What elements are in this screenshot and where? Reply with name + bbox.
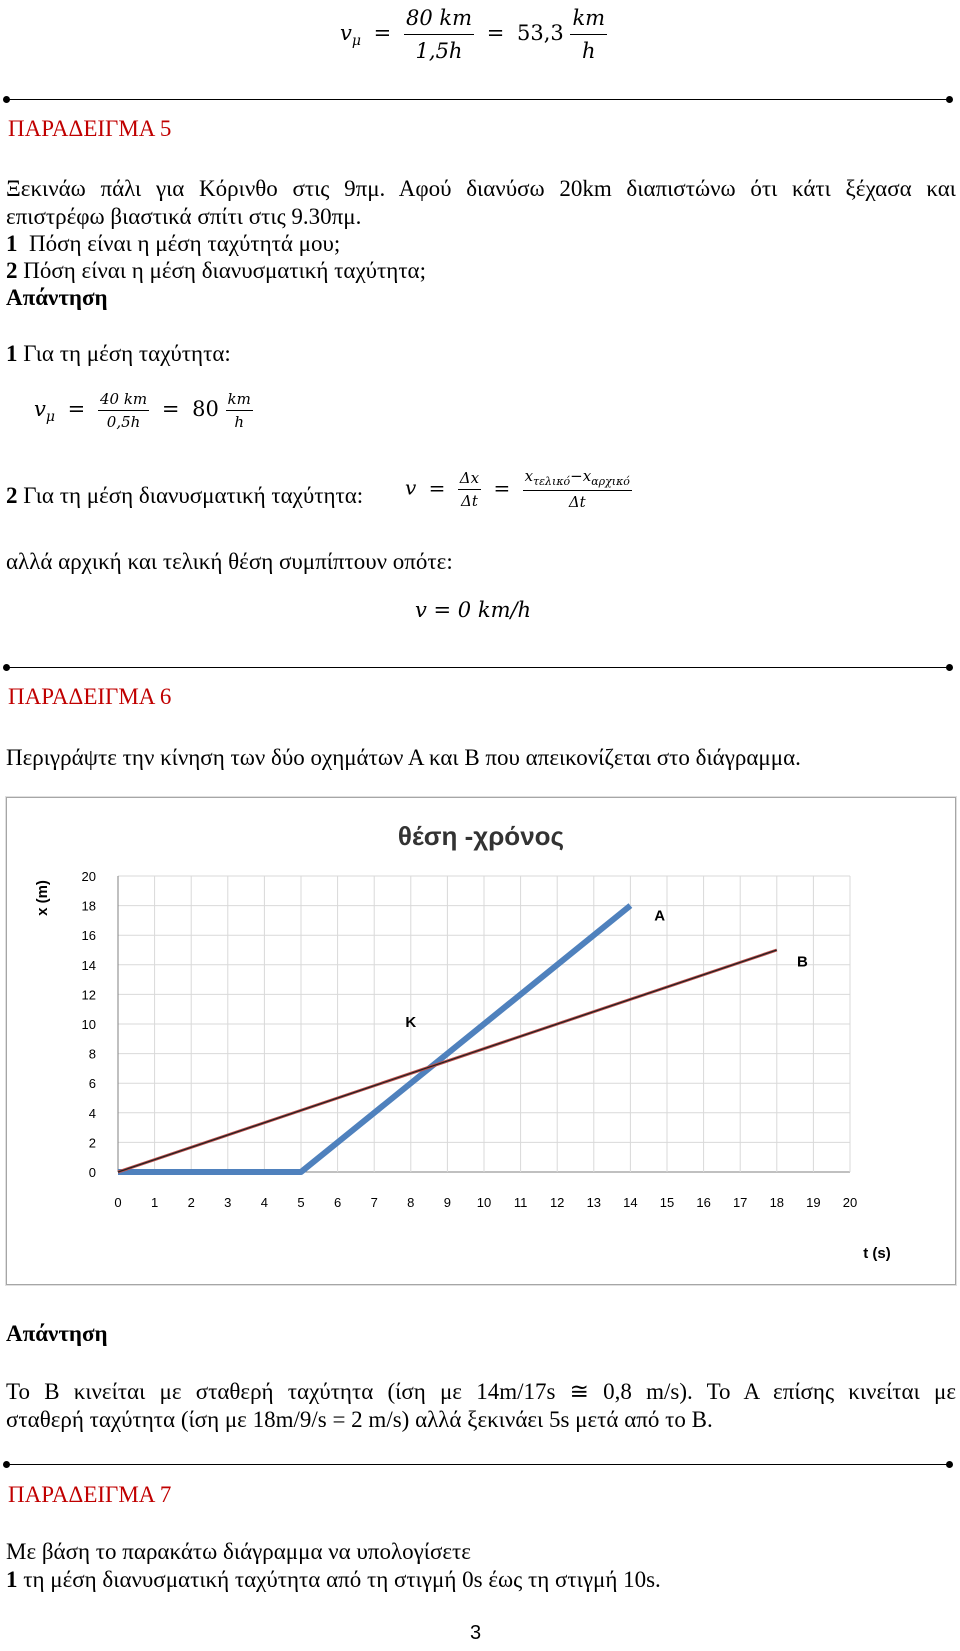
f2-minus: −: [570, 467, 583, 485]
f2-den1: Δt: [461, 491, 478, 510]
f1-eq: =: [67, 397, 86, 421]
ex5-q2: [6, 257, 426, 285]
y-tick-label: 10: [81, 1017, 96, 1032]
top-formula-result: 53,3: [517, 21, 564, 45]
f2-den2: Δt: [568, 493, 586, 511]
f2-sub-final: τελικό: [533, 475, 571, 488]
ex7-heading: ΠΑΡΑΔΕΙΓΜΑ 7: [8, 1482, 172, 1507]
x-tick-label: 6: [333, 1195, 342, 1210]
divider: [6, 667, 950, 668]
x-tick-label: 15: [659, 1195, 675, 1210]
x-tick-label: 11: [513, 1195, 528, 1210]
ex6-task: Περιγράψτε την κίνηση των δύο οχημάτων Α και Β που απεικονίζεται στο διάγραμμα.: [6, 745, 801, 770]
ex5-note: αλλά αρχική και τελική θέση συμπίπτουν οπότε:: [6, 549, 453, 574]
f2-eq2: =: [493, 475, 511, 500]
x-tick-label: 10: [476, 1195, 492, 1210]
y-tick-label: 2: [88, 1135, 96, 1151]
x-tick-label: 5: [297, 1195, 305, 1210]
chart-title: θέση -χρόνος: [397, 821, 565, 851]
x-tick-label: 17: [732, 1195, 748, 1210]
ex7-line2-num: 1: [6, 1567, 18, 1592]
top-formula-eq: =: [373, 21, 392, 45]
top-formula-frac: [404, 4, 474, 65]
ex5-a1-text: Για τη μέση ταχύτητα:: [17, 341, 231, 366]
ex6-answer: Απάντηση: [6, 1321, 108, 1346]
chart-xlabel: t (s): [863, 1245, 891, 1262]
f2-x-final: x: [524, 467, 534, 485]
ex5-q1-text: Πόση είναι η μέση ταχύτητά μου;: [17, 231, 341, 256]
f2-lhs: v: [405, 475, 417, 500]
annotation-label: K: [405, 1013, 417, 1031]
top-formula-lhs: v: [340, 21, 352, 45]
x-tick-label: 4: [260, 1195, 269, 1210]
chart-frame: [6, 797, 956, 1285]
ex5-a1: [6, 340, 231, 368]
f1-frac: [98, 390, 149, 431]
ex5-para-line1: Ξεκινάω πάλι για Κόρινθο στις 9πμ. Αφού διανύσω 20km διαπιστώνω ότι κάτι ξέχασα και: [6, 176, 956, 201]
y-tick-label: 14: [81, 957, 96, 973]
annotation-label: B: [796, 953, 808, 971]
f2-frac1: [458, 469, 481, 510]
f1-unit-den: h: [234, 413, 245, 431]
ex7-line2-text: τη μέση διανυσματική ταχύτητα από τη στιγμή 0s έως τη στιγμή 10s.: [17, 1567, 661, 1592]
y-tick-label: 6: [88, 1076, 96, 1092]
x-tick-label: 9: [443, 1195, 452, 1210]
f2-frac2: [523, 467, 632, 511]
f2-eq: =: [428, 475, 446, 500]
x-tick-label: 19: [806, 1195, 821, 1210]
f1-num: 40 km: [98, 390, 149, 411]
top-formula-den: 1,5h: [415, 39, 463, 63]
f1-unit-num: km: [226, 390, 253, 411]
x-tick-label: 13: [586, 1195, 602, 1210]
f1-lhs: v: [34, 397, 46, 421]
x-tick-label: 1: [150, 1195, 159, 1210]
y-tick-label: 8: [88, 1046, 96, 1062]
ex5-para-line2: επιστρέφω βιαστικά σπίτι στις 9.30πμ.: [6, 204, 362, 229]
x-tick-label: 3: [224, 1195, 232, 1210]
ex5-q1-num: 1: [6, 231, 18, 256]
position-time-chart: [7, 798, 955, 1284]
y-tick-label: 18: [81, 898, 96, 914]
f2-sub-initial: αρχικό: [591, 475, 630, 488]
f2-num1: Δx: [458, 469, 481, 490]
ex6-answer-line1: Το Β κινείται με σταθερή ταχύτητα (ίση με 14m/17s ≅ 0,8 m/s). Το Α επίσης κινείται με: [6, 1379, 956, 1404]
x-tick-label: 20: [842, 1195, 858, 1210]
x-tick-label: 8: [407, 1195, 415, 1210]
ex5-a2-text: Για τη μέση διανυσματική ταχύτητα:: [17, 483, 364, 508]
ex5-a1-num: 1: [6, 341, 18, 366]
chart-ylabel: x (m): [34, 880, 51, 916]
f1-sub: μ: [45, 409, 55, 426]
ex5-heading: ΠΑΡΑΔΕΙΓΜΑ 5: [8, 116, 172, 141]
ex5-a2-num: 2: [6, 483, 18, 508]
f2-num2: [523, 467, 632, 491]
divider: [6, 1464, 950, 1465]
top-formula-eq2: =: [486, 21, 505, 45]
y-tick-label: 4: [88, 1105, 96, 1121]
y-tick-label: 20: [81, 869, 96, 884]
x-tick-label: 12: [549, 1195, 565, 1210]
ex5-answer: Απάντηση: [6, 285, 108, 310]
ex5-q2-num: 2: [6, 258, 18, 283]
f1-eq2: =: [161, 397, 180, 421]
ex5-q2-text: Πόση είναι η μέση διανυσματική ταχύτητα;: [17, 258, 426, 283]
top-formula-unit-num: km: [570, 4, 607, 35]
y-tick-label: 12: [81, 987, 96, 1003]
f2-x-initial: x: [582, 467, 592, 485]
y-tick-label: 16: [81, 928, 96, 944]
x-tick-label: 16: [696, 1195, 711, 1210]
x-tick-label: 18: [769, 1195, 785, 1210]
page-number: 3: [470, 1622, 482, 1644]
f1-result: 80: [192, 397, 219, 421]
top-formula-sub: μ: [351, 33, 361, 50]
annotation-label: A: [654, 907, 666, 925]
top-formula: [340, 4, 607, 65]
f1-den: 0,5h: [106, 413, 141, 431]
top-formula-unit: [570, 4, 607, 65]
ex6-heading: ΠΑΡΑΔΕΙΓΜΑ 6: [8, 684, 172, 709]
divider: [6, 99, 950, 100]
ex5-formula3: v = 0 km/h: [415, 598, 532, 622]
x-tick-label: 14: [623, 1195, 638, 1210]
x-tick-label: 2: [187, 1195, 195, 1210]
ex7-line1: Με βάση το παρακάτω διάγραμμα να υπολογίσετε: [6, 1539, 471, 1564]
x-tick-label: 0: [114, 1195, 122, 1210]
ex5-q1: [6, 230, 340, 258]
ex5-formula2: [405, 467, 632, 511]
f1-unit: [226, 390, 253, 431]
ex7-line2: [6, 1566, 661, 1594]
y-tick-label: 0: [88, 1165, 96, 1180]
ex6-answer-line2: σταθερή ταχύτητα (ίση με 18m/9/s = 2 m/s) αλλά ξεκινάει 5s μετά από το Β.: [6, 1407, 713, 1432]
ex5-a2: [6, 482, 363, 510]
top-formula-unit-den: h: [582, 39, 596, 63]
top-formula-num: 80 km: [404, 4, 474, 35]
ex5-formula1: [34, 390, 253, 431]
x-tick-label: 7: [370, 1195, 378, 1210]
